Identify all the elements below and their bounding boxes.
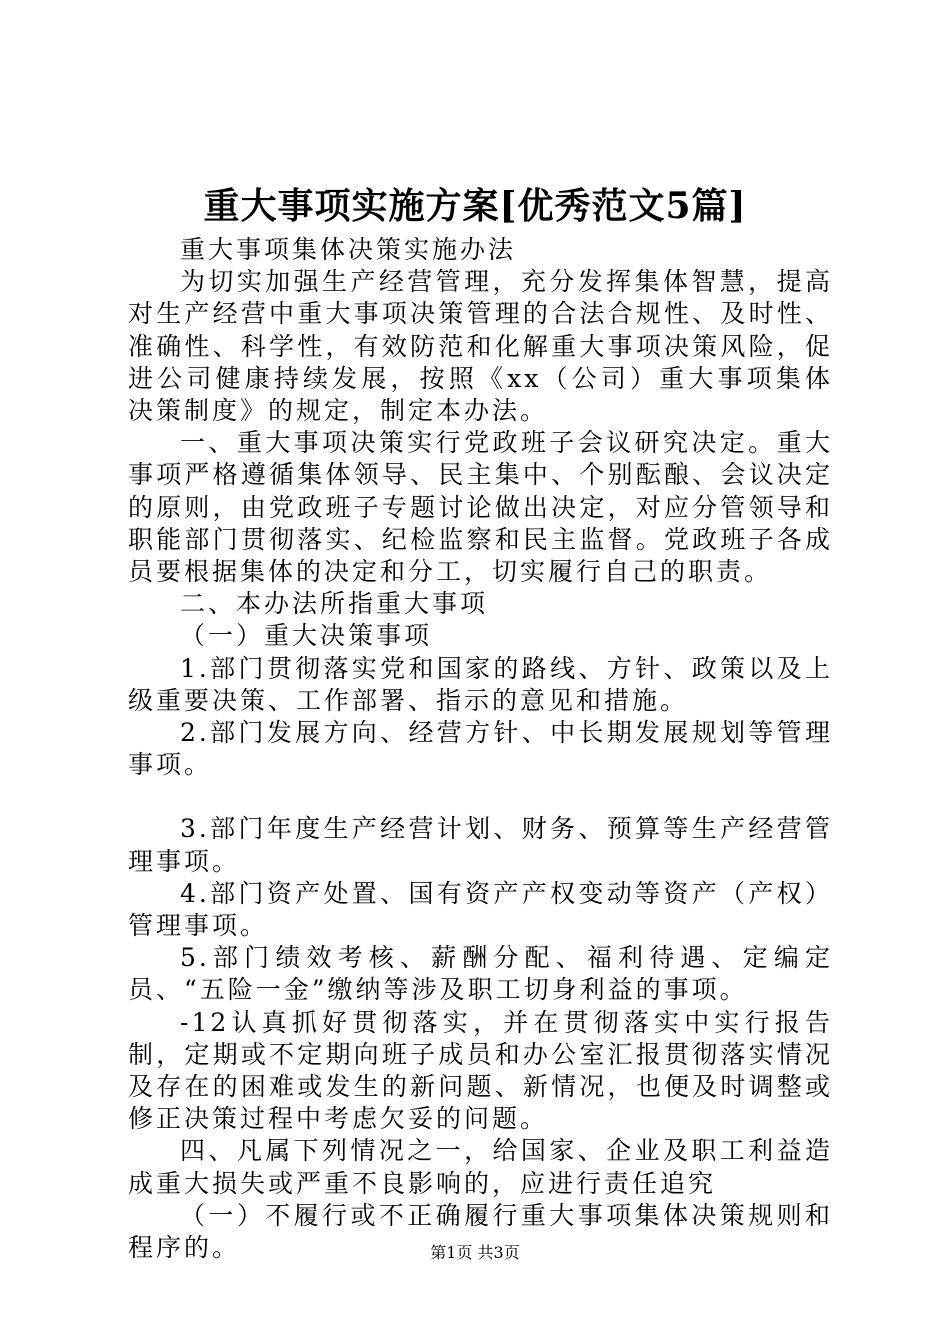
paragraph: 一、重大事项决策实行党政班子会议研究决定。重大事项严格遵循集体领导、民主集中、个别酝酿、会议决定的原则，由党政班子专题讨论做出决定，对应分管领导和职能部门贯彻落实、纪检监察和民主监督。党政班子各成员要根据集体的决定和分工，切实履行自己的职责。 (128, 428, 833, 587)
section-heading: 四、凡属下列情况之一，给国家、企业及职工利益造成重大损失或严重不良影响的，应进行责任追究 (128, 1136, 833, 1198)
paragraph-heading: 重大事项集体决策实施办法 (180, 235, 517, 264)
page-footer: 第1页 共3页 (430, 1243, 520, 1262)
subsection-heading: （一）重大决策事项 (180, 621, 433, 651)
list-item: 3.部门年度生产经营计划、财务、预算等生产经营管理事项。 (128, 814, 833, 876)
list-item: 5.部门绩效考核、薪酬分配、福利待遇、定编定员、“五险一金”缴纳等涉及职工切身利益的事项。 (128, 943, 833, 1005)
list-item: 4.部门资产处置、国有资产产权变动等资产（产权）管理事项。 (128, 878, 833, 941)
paragraph: 为切实加强生产经营管理，充分发挥集体智慧，提高对生产经营中重大事项决策管理的合法合规性、及时性、准确性、科学性，有效防范和化解重大事项决策风险，促进公司健康持续发展，按照《xx（公司）重大事项集体决策制度》的规定，制定本办法。 (128, 267, 833, 426)
subsection-item: （一）不履行或不正确履行重大事项集体决策规则和程序的。 (128, 1200, 833, 1263)
document-body (128, 234, 833, 1264)
section-heading: 二、本办法所指重大事项 (180, 589, 489, 619)
document-title: 重大事项实施方案[优秀范文5篇] (203, 185, 747, 227)
list-item: 1.部门贯彻落实党和国家的路线、方针、政策以及上级重要决策、工作部署、指示的意见和措施。 (128, 653, 833, 715)
list-item: 2.部门发展方向、经营方针、中长期发展规划等管理事项。 (128, 718, 833, 780)
paragraph: -12认真抓好贯彻落实，并在贯彻落实中实行报告制，定期或不定期向班子成员和办公室汇报贯彻落实情况及存在的困难或发生的新问题、新情况，也便及时调整或修正决策过程中考虑欠妥的问题。 (128, 1007, 833, 1134)
